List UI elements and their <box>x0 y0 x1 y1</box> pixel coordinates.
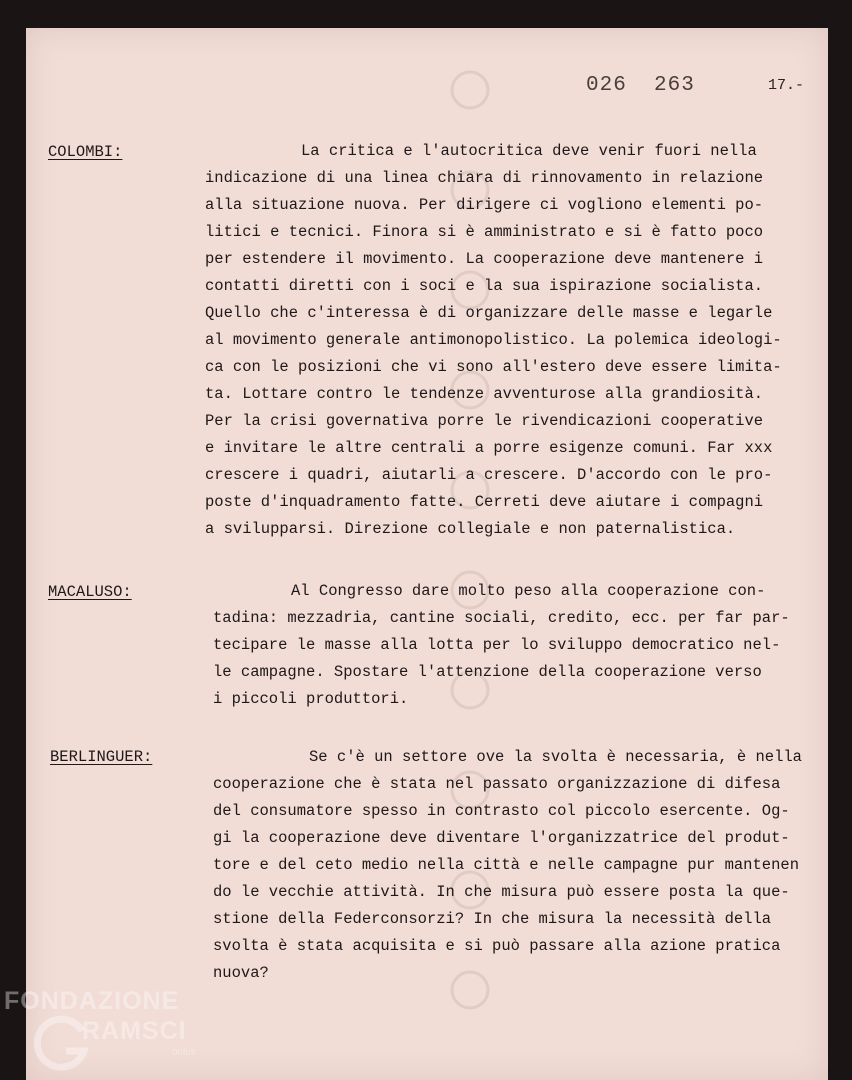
speaker-name: MACALUSO: <box>48 583 132 601</box>
text-line: Per la crisi governativa porre le rivendicazioni cooperative <box>205 412 764 430</box>
text-line: La critica e l'autocritica deve venir fuori nella <box>301 142 757 160</box>
text-line: per estendere il movimento. La cooperazione deve mantenere i <box>205 250 764 268</box>
text-line: Al Congresso dare molto peso alla cooperazione con- <box>291 582 766 600</box>
text-line: Quello che c'interessa è di organizzare delle masse e legarle <box>205 304 773 322</box>
text-line: tadina: mezzadria, cantine sociali, credito, ecc. per far par- <box>213 609 790 627</box>
text-line: ca con le posizioni che vi sono all'estero deve essere limita- <box>205 358 782 376</box>
text-line: e invitare le altre centrali a porre esigenze comuni. Far xxx <box>205 439 773 457</box>
text-line: do le vecchie attività. In che misura può essere posta la que- <box>213 883 790 901</box>
text-line: poste d'inquadramento fatte. Cerreti deve aiutare i compagni <box>205 493 764 511</box>
page-number: 17.- <box>768 77 805 94</box>
speaker-name: BERLINGUER: <box>50 748 153 766</box>
text-line: crescere i quadri, aiutarli a crescere. D'accordo con le pro- <box>205 466 773 484</box>
text-line: al movimento generale antimonopolistico. La polemica ideologi- <box>205 331 782 349</box>
text-line: nuova? <box>213 964 269 982</box>
fondazione-gramsci-watermark <box>0 985 220 1080</box>
text-line: cooperazione che è stata nel passato organizzazione di difesa <box>213 775 781 793</box>
text-line: tecipare le masse alla lotta per lo sviluppo democratico nel- <box>213 636 781 654</box>
text-line: tore e del ceto medio nella città e nelle campagne pur mantenen <box>213 856 799 874</box>
speaker-name: COLOMBI: <box>48 143 123 161</box>
document-number: 026 263 <box>586 74 695 97</box>
speech-paragraph <box>205 138 782 543</box>
watermark-line3: onlus <box>172 1047 196 1058</box>
watermark-line2: RAMSCI <box>82 1017 187 1045</box>
text-line: gi la cooperazione deve diventare l'organizzatrice del produt- <box>213 829 790 847</box>
text-line: Se c'è un settore ove la svolta è necessaria, è nella <box>309 748 802 766</box>
speech-paragraph <box>213 578 790 713</box>
text-line: alla situazione nuova. Per dirigere ci vogliono elementi po- <box>205 196 764 214</box>
text-line: i piccoli produttori. <box>213 690 409 708</box>
text-line: svolta è stata acquisita e si può passare alla azione pratica <box>213 937 781 955</box>
text-line: ta. Lottare contro le tendenze avventurose alla grandiosità. <box>205 385 764 403</box>
text-line: indicazione di una linea chiara di rinnovamento in relazione <box>205 169 764 187</box>
text-line: del consumatore spesso in contrasto col piccolo esercente. Og- <box>213 802 790 820</box>
text-line: a svilupparsi. Direzione collegiale e non paternalistica. <box>205 520 736 538</box>
text-line: contatti diretti con i soci e la sua ispirazione socialista. <box>205 277 764 295</box>
watermark-line1: FONDAZIONE <box>4 987 180 1015</box>
text-line: litici e tecnici. Finora si è amministrato e si è fatto poco <box>205 223 764 241</box>
text-line: le campagne. Spostare l'attenzione della cooperazione verso <box>213 663 762 681</box>
text-line: stione della Federconsorzi? In che misura la necessità della <box>213 910 772 928</box>
speech-paragraph <box>213 744 802 987</box>
